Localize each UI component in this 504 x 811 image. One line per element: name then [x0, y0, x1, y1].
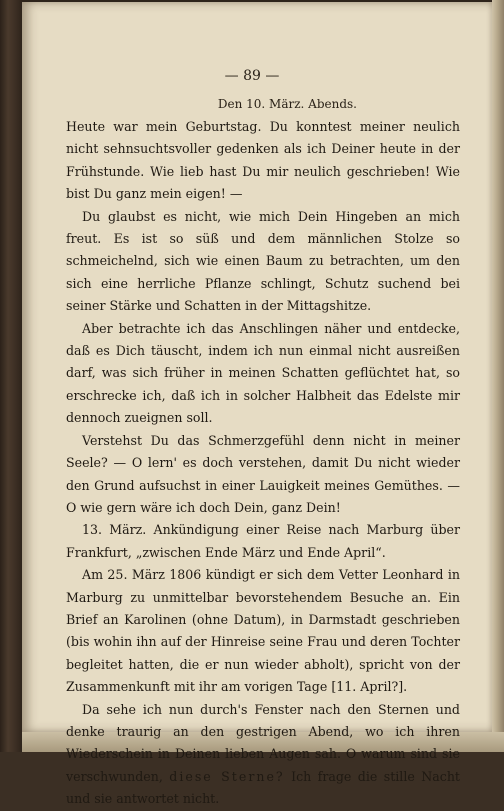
- entry-date: Den 10. März. Abends.: [217, 97, 357, 111]
- paragraph: Aber betrachte ich das Anschlingen näher und entdecke, daß es Dich täuscht, indem ich nun einmal nicht ausreißen darf, was sich früher in meinen Schatten geflüchtet hat, so erschrecke ich, daß ich in solcher Halbheit das Edelste mir dennoch zueignen soll.: [66, 320, 460, 426]
- paragraph-last: [66, 699, 460, 811]
- paragraph: Verstehst Du das Schmerzgefühl denn nicht in meiner Seele? — O lern' es doch verstehen, damit Du nicht wieder den Grund aufsuchst in einer Lauigkeit meines Gemüthes. — O wie gern wäre ich doch Dein, ganz Dein!: [66, 432, 460, 515]
- paragraph: Du glaubst es nicht, wie mich Dein Hingeben an mich freut. Es ist so süß und dem männlichen Stolze so schmeichelnd, sich wie einen Baum zu betrachten, um den sich eine herrliche Pflanze schlingt, Schutz suchend bei seiner Stärke und Schatten in der Mittagshitze.: [66, 208, 460, 314]
- paragraph: 13. März. Ankündigung einer Reise nach Marburg über Frankfurt, „zwischen Ende März und Ende April“.: [66, 522, 460, 560]
- page-number: — 89 —: [224, 68, 280, 84]
- paragraph: Heute war mein Geburtstag. Du konntest meiner neulich nicht sehnsuchtsvoller gedenken als ich Deiner heute in der Frühstunde. Wie lieb hast Du mir neulich geschrieben! Wie bist Du ganz mein eigen! —: [66, 119, 460, 202]
- page-body: [66, 116, 460, 811]
- paragraph-text: Ich frage die stille Nacht und sie antwortet nicht.: [66, 768, 460, 807]
- spaced-emphasis: diese Sterne?: [169, 768, 285, 784]
- paragraph-text: Da sehe ich nun durch's Fenster nach den Sternen und denke traurig an den gestrigen Abend, wo ich ihren Wiederschein in Deinen lieben Augen sah. O warum sind sie verschwunden,: [66, 701, 460, 784]
- page-edge: [492, 0, 504, 752]
- paragraph: Am 25. März 1806 kündigt er sich dem Vetter Leonhard in Marburg zu unmittelbar bevorstehendem Besuche an. Ein Brief an Karolinen (ohne Datum), in Darmstadt geschrieben (bis wohin ihn auf der Hinreise seine Frau und deren Tochter begleitet hatten, die er nun wieder abholt), spricht von der Zusammenkunft mit ihr am vorigen Tage [11. April?].: [66, 567, 460, 695]
